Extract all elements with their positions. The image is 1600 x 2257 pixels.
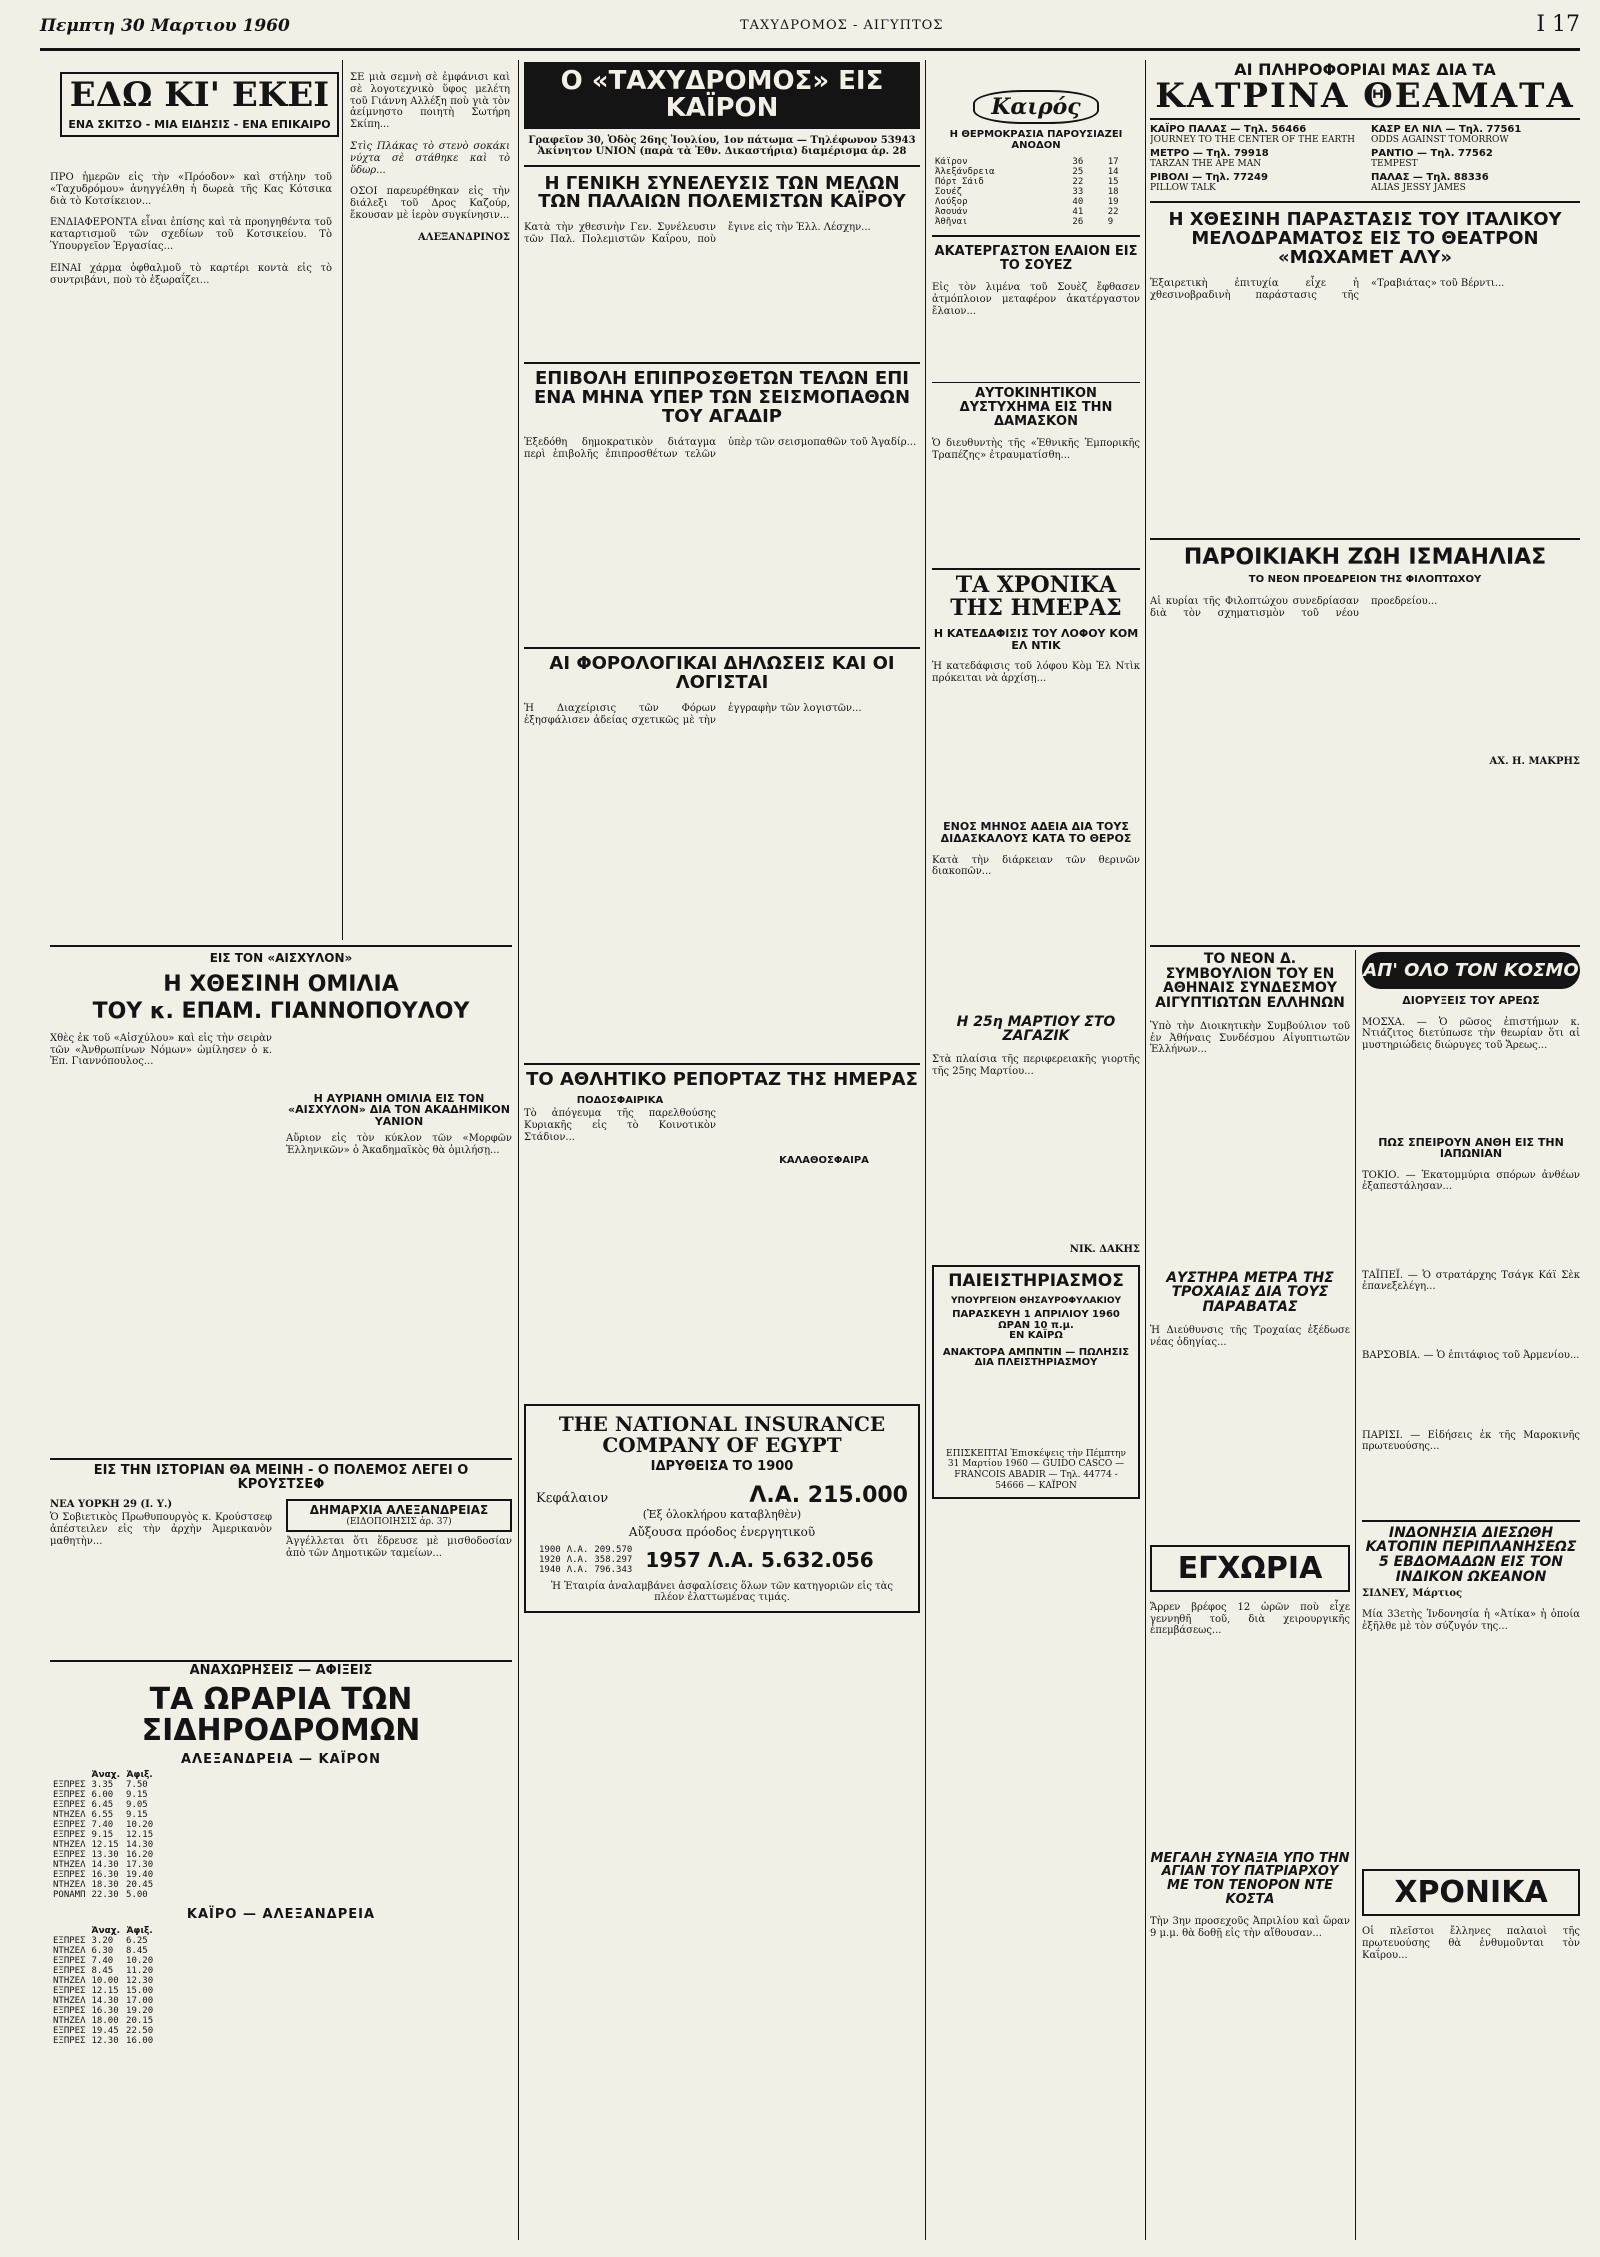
table-cell: 16.30 [91,1870,119,1881]
article-paragraph: Οἱ πλεῖστοι ἔλληνες παλαιοὶ τῆς πρωτευούσης θὰ ἐνθυμοῦνται τὸν Καΐρου... [1362,1926,1580,1961]
weather-table [932,157,1140,227]
weather-row [932,177,1140,187]
article-paragraph: Κατὰ τὴν διάρκειαν τῶν θερινῶν διακοπῶν... [932,854,1140,878]
page-mark: Ι 17 [1536,12,1580,37]
table-cell: 3.35 [91,1780,114,1791]
table-cell: 6.45 [91,1800,114,1811]
article-paragraph: Ἡ Διεύθυνσις τῆς Τροχαίας ἐξέδωσε νέας ὁδηγίας... [1150,1324,1350,1348]
table-cell: 7.40 [91,1955,114,1966]
section-rule [50,1458,512,1460]
film-title: JOURNEY TO THE CENTER OF THE EARTH [1150,135,1355,146]
cinema-item [1150,172,1359,193]
timetable-row [50,1810,156,1820]
table-cell: 19 [1107,197,1119,207]
headline: Η 25η ΜΑΡΤΙΟΥ ΣΤΟ ΖΑΓΑΖΙΚ [956,1013,1116,1045]
table-cell: 16.30 [91,2005,119,2016]
table-cell: 36 [1072,157,1084,167]
table-cell: 20.15 [126,2015,154,2026]
article-paragraph: Ὑπὸ τὴν Διοικητικὴν Συμβούλιον τοῦ ἐν Ἀθήναις Συνδέσμου Αἰγυπτιωτῶν Ἑλλήνων... [1150,1020,1350,1056]
asset-year-row [536,1555,635,1565]
col-header-arrival: Ἀφιξ. [126,1925,153,1936]
table-cell: 22 [1072,177,1084,187]
table-cell: 12.30 [126,1975,154,1986]
timetable-row [50,1946,156,1956]
table-cell: 8.45 [126,1945,148,1956]
subheadline: ΤΟ ΝΕΟΝ ΠΡΟΕΔΡΕΙΟΝ ΤΗΣ ΦΙΛΟΠΤΩΧΟΥ [1248,574,1482,586]
table-cell: ΝΤΗΖΕΛ [53,1945,86,1956]
headline: ΤΟ ΑΘΛΗΤΙΚΟ ΡΕΠΟΡΤΑΖ ΤΗΣ ΗΜΕΡΑΣ [526,1068,918,1090]
headline: ΤΟΥ κ. ΕΠΑΜ. ΓΙΑΝΝΟΠΟΥΛΟΥ [92,998,470,1024]
timetable-row [50,1996,156,2006]
table-cell: ΕΞΠΡΕΣ [53,1935,86,1946]
table-cell: 17.30 [126,1860,154,1871]
timetable-row [50,1870,156,1880]
article-paragraph: Τὸ ἀπόγευμα τῆς παρελθούσης Κυριακῆς εἰς τὸ Κοινοτικὸν Στάδιον... [524,1108,716,1143]
cinema-name: ΚΑΪΡΟ ΠΑΛΑΣ — Τηλ. 56466 [1150,124,1307,136]
timetable-row [50,1880,156,1890]
column-divider [1145,60,1146,2240]
headline: Η ΧΘΕΣΙΝΗ ΠΑΡΑΣΤΑΣΙΣ ΤΟΥ ΙΤΑΛΙΚΟΥ ΜΕΛΟΔΡΑΜΑΤΟΣ ΕΙΣ ΤΟ ΘΕΑΤΡΟΝ «ΜΩΧΑΜΕΤ ΑΛΥ» [1168,209,1562,269]
table-cell: 22.30 [91,1890,119,1901]
timetable-cairo-alex [50,1926,156,2046]
table-cell: 9.15 [126,1810,148,1821]
cinema-name: ΡΙΒΟΛΙ — Τηλ. 77249 [1150,172,1268,184]
timetable-row [50,2036,156,2046]
growth-label: Αὔξουσα πρόοδος ἐνεργητικοῦ [628,1525,816,1540]
article-paragraph: Ὁ διευθυντὴς τῆς «Ἐθνικῆς Ἐμπορικῆς Τραπέζης» ἐτραυματίσθη... [932,438,1140,461]
table-cell: 12.15 [91,1840,119,1851]
ad-date: ΠΑΡΑΣΚΕΥΗ 1 ΑΠΡΙΛΙΟΥ 1960 ΩΡΑΝ 10 π.μ. [952,1309,1120,1331]
column-4-lower [1150,952,1350,2242]
timetable-row [50,1790,156,1800]
ad-title-2: COMPANY OF EGYPT [602,1432,842,1457]
table-cell: ΕΞΠΡΕΣ [53,1790,86,1801]
film-title: PILLOW TALK [1150,183,1216,194]
article-paragraph: Ἐξεδόθη δημοκρατικὸν διάταγμα περὶ ἐπιβολῆς ἐπιπροσθέτων τελῶν ὑπὲρ τῶν σεισμοπαθῶν τοῦ Ἀγαδίρ... [524,437,917,460]
table-cell: 14 [1107,167,1119,177]
timetable-row [50,1850,156,1860]
table-cell: ΝΤΗΖΕΛ [53,2015,86,2026]
section-rule [50,1660,512,1662]
table-cell: Λ.Α. [566,1555,589,1566]
weather-logo: Καιρός [973,90,1098,124]
headline: ΚΑΤΡΙΝΑ ΘΕΑΜΑΤΑ [1155,75,1575,116]
col-header-arrival: Ἀφιξ. [126,1770,153,1781]
col-header-departure: Ἀναχ. [91,1925,121,1936]
table-cell: ΕΞΠΡΕΣ [53,1850,86,1861]
auction-ad [932,1265,1140,1499]
headline: ΙΝΔΟΝΗΣΙΑ ΔΙΕΣΩΘΗ ΚΑΤΟΠΙΝ ΠΕΡΙΠΛΑΝΗΣΕΩΣ 5 ΕΒΔΟΜΑΔΩΝ ΕΙΣ ΤΟΝ ΙΝΔΙΚΟΝ ΩΚΕΑΝΟΝ [1365,1524,1577,1585]
table-cell: 796.343 [594,1565,633,1576]
table-cell: 19.20 [126,2005,154,2016]
weather-row [932,197,1140,207]
table-cell: 3.20 [91,1935,114,1946]
asset-1957: 1957 Λ.Α. 5.632.056 [645,1548,874,1573]
table-cell: 19.45 [91,2025,119,2036]
chronika-logo: ΧΡΟΝΙΚΑ [1362,1869,1580,1916]
cinema-item [1371,124,1580,145]
film-title: ALIAS JESSY JAMES [1371,183,1466,194]
weather-row [932,157,1140,167]
table-cell: 6.00 [91,1790,114,1801]
cinema-item [1150,148,1359,169]
cinema-name: ΚΑΣΡ ΕΛ ΝΙΛ — Τηλ. 77561 [1371,124,1522,136]
ad-title: THE NATIONAL INSURANCE [558,1411,886,1436]
table-cell: Κάϊρον [935,157,968,167]
weather-row [932,217,1140,227]
headline: ΑΚΑΤΕΡΓΑΣΤΟΝ ΕΛΑΙΟΝ ΕΙΣ ΤΟ ΣΟΥΕΖ [934,244,1138,273]
table-cell: 41 [1072,207,1084,217]
ad-place: ΕΝ ΚΑΪΡΩ [1009,1330,1063,1342]
table-cell: 9.15 [126,1790,148,1801]
article-paragraph: Ἡ Διαχείρισις τῶν Φόρων ἐξησφάλισεν ἀδείας σχετικῶς μὲ τὴν ἐγγραφὴν τῶν λογιστῶν... [524,702,862,726]
paper-name: ΤΑΧΥΔΡΟΜΟΣ - ΑΙΓΥΠΤΟΣ [740,18,944,33]
author-signature: ΑΛΕΞΑΝΔΡΙΝΟΣ [418,231,510,243]
ad-footer: ΕΠΙΣΚΕΠΤΑΙ Ἐπισκέψεις τὴν Πέμπτην 31 Μαρτίου 1960 — GUIDO CASCO — FRANCOIS ABADIR — Τηλ. 44774 - 54666 — ΚΑΪΡΟΝ [946,1448,1126,1491]
film-title: ODDS AGAINST TOMORROW [1371,135,1509,146]
table-cell: 10.20 [126,1820,154,1831]
table-cell: 209.570 [594,1545,633,1556]
timetable-row [50,1986,156,1996]
article-paragraph: ΕΙΝΑΙ χάρμα ὀφθαλμοῦ τὸ καρτέρι κοντὰ εἰς τὸ συντριβάνι, ποὺ τὸ ἐξωραΐζει... [50,262,332,286]
article-paragraph: ΒΑΡΣΟΒΙΑ. — Ὁ ἐπιτάφιος τοῦ Ἀρμενίου... [1362,1349,1580,1361]
asset-year-row [536,1565,635,1575]
table-cell: ΕΞΠΡΕΣ [53,1985,86,1996]
table-cell: Ἀθῆναι [935,217,968,227]
table-cell: 17.00 [126,1995,154,2006]
table-cell: 18.30 [91,1880,119,1891]
table-cell: 17 [1107,157,1119,167]
table-cell: 6.25 [126,1935,148,1946]
headline: ΜΕΓΑΛΗ ΣΥΝΑΞΙΑ ΥΠΟ ΤΗΝ ΑΓΙΑΝ ΤΟΥ ΠΑΤΡΙΑΡΧΟΥ ΜΕ ΤΟΝ ΤΕΝΟΡΟΝ ΝΤΕ ΚΟΣΤΑ [1150,1850,1350,1907]
article-paragraph: Κατὰ τὴν χθεσινὴν Γεν. Συνέλευσιν τῶν Παλ. Πολεμιστῶν Καΐρου, ποὺ ἔγινε εἰς τὴν Ἑλλ. Λέσχην... [524,222,871,246]
table-cell: Πόρτ Σάιδ [935,177,984,187]
route-title: ΚΑΪΡΟ — ΑΛΕΞΑΝΔΡΕΙΑ [186,1907,376,1923]
article-paragraph: Ἀγγέλλεται ὅτι ἕδρευσε μὲ μισθοδοσίαν ἀπὸ τῶν Δημοτικῶν ταμείων... [286,1535,512,1559]
table-cell: 20.45 [126,1880,154,1891]
table-cell: 22.50 [126,2025,154,2036]
world-news-logo: ΑΠ' ΟΛΟ ΤΟΝ ΚΟΣΜΟ [1362,952,1580,989]
table-cell: 12.15 [126,1830,154,1841]
author-signature: ΑΧ. Η. ΜΑΚΡΗΣ [1489,755,1580,767]
table-cell: 16.20 [126,1850,154,1861]
headline: ΕΙΣ ΤΗΝ ΙΣΤΟΡΙΑΝ ΘΑ ΜΕΙΝΗ - Ο ΠΟΛΕΜΟΣ ΛΕΓΕΙ Ο ΚΡΟΥΣΤΣΕΦ [93,1464,469,1492]
table-cell: 6.55 [91,1810,114,1821]
timetable-row [50,1780,156,1790]
table-cell: 11.20 [126,1965,154,1976]
table-cell: ΝΤΗΖΕΛ [53,1975,86,1986]
cinema-item [1371,148,1580,169]
table-cell: 1940 [539,1565,561,1576]
film-title: TEMPEST [1371,159,1418,170]
article-paragraph: ΜΟΣΧΑ. — Ὁ ρῶσος ἐπιστήμων κ. Ντιάζιτος διετύπωσε τὴν θεωρίαν ὅτι αἱ μυστηριώδεις διώρυγες τοῦ Ἄρεως... [1362,1016,1580,1052]
article-paragraph: ΤΑΪΠΕΪ. — Ὁ στρατάρχης Τσάγκ Κάϊ Σὲκ ἐπανεξελέγη... [1362,1269,1580,1293]
masthead [40,8,1580,48]
section-subtitle: ΕΝΑ ΣΚΙΤΣΟ - ΜΙΑ ΕΙΔΗΣΙΣ - ΕΝΑ ΕΠΙΚΑΙΡΟ [68,117,331,131]
issue-date: Πεμπτη 30 Μαρτιου 1960 [40,16,290,36]
column-divider [1355,950,1356,2240]
notice-number: (ΕΙΔΟΠΟΙΗΣΙΣ ἀρ. 37) [346,1516,452,1527]
poem-excerpt: Στὶς Πλάκας τὸ στενὸ σοκάκι νύχτα σὲ στάθηκε καὶ τὸ ὕδωρ... [350,140,510,176]
headline: ΠΩΣ ΣΠΕΙΡΟΥΝ ΑΝΘΗ ΕΙΣ ΤΗΝ ΙΑΠΩΝΙΑΝ [1378,1135,1564,1161]
table-cell: 1900 [539,1545,561,1556]
timetable-row [50,1820,156,1830]
table-cell: 18 [1107,187,1119,197]
headline: ΔΙΟΡΥΞΕΙΣ ΤΟΥ ΑΡΕΩΣ [1402,994,1540,1007]
table-cell: 8.45 [91,1965,114,1976]
table-cell: ΕΞΠΡΕΣ [53,2005,86,2016]
weather-headline: Η ΘΕΡΜΟΚΡΑΣΙΑ ΠΑΡΟΥΣΙΑΖΕΙ ΑΝΟΔΟΝ [949,129,1123,151]
section-title-box [60,72,339,137]
insurance-ad [524,1404,920,1614]
cinema-item [1150,124,1359,145]
taxydromos-cairo-section [524,62,920,2242]
table-cell: 10.20 [126,1955,154,1966]
headline: Η ΚΑΤΕΔΑΦΙΣΙΣ ΤΟΥ ΛΟΦΟΥ ΚΟΜ ΕΛ ΝΤΙΚ [933,627,1139,652]
timetable-row [50,1890,156,1900]
table-cell: ΕΞΠΡΕΣ [53,2025,86,2036]
column-divider [518,60,519,2240]
table-cell: 25 [1072,167,1084,177]
section-title: ΕΔΩ ΚΙ' ΕΚΕΙ [69,75,330,115]
aischylon-section [50,952,512,1452]
capital-note: (Ἐξ ὁλοκλήρου καταβληθὲν) [642,1508,802,1522]
table-cell: 15 [1107,177,1119,187]
table-cell: 1920 [539,1555,561,1566]
headline: ΑΙ ΦΟΡΟΛΟΓΙΚΑΙ ΔΗΛΩΣΕΙΣ ΚΑΙ ΟΙ ΛΟΓΙΣΤΑΙ [549,653,895,693]
section-rule [1150,945,1580,947]
ad-title: ΠΑΙΕΙΣΤΗΡΙΑΣΜΟΣ [948,1270,1124,1291]
article-paragraph: Ἐξαιρετικὴ ἐπιτυχία εἶχε ἡ χθεσινοβραδινὴ παράστασις τῆς «Τραβιάτας» τοῦ Βέρντι... [1150,278,1505,301]
table-cell: Ἀλεξάνδρεια [935,167,995,177]
table-cell: 9.15 [91,1830,114,1841]
table-cell: ΕΞΠΡΕΣ [53,1870,86,1881]
table-cell: ΝΤΗΖΕΛ [53,1880,86,1891]
article-paragraph: Αὔριον εἰς τὸν κύκλον τῶν «Μορφῶν Ἑλληνικῶν» ὁ Ἀκαδημαϊκὸς θὰ ὁμιλήσῃ... [286,1133,512,1157]
article-paragraph: Μία 33ετὴς Ἰνδονησία ἡ «Ἀτίκα» ἡ ὁποία ἐξῆλθε μὲ τὸν σύζυγόν της... [1362,1609,1580,1633]
ad-text: ΑΝΑΚΤΟΡΑ ΑΜΠΝΤΙΝ — ΠΩΛΗΣΙΣ ΔΙΑ ΠΛΕΙΣΤΗΡΙΑΣΜΟΥ [942,1346,1130,1369]
cinema-name: ΜΕΤΡΟ — Τηλ. 79918 [1150,148,1269,160]
table-cell: 5.00 [126,1890,148,1901]
article-paragraph: Αἱ κυρίαι τῆς Φιλοπτώχου συνεδρίασαν διὰ τὸν σχηματισμὸν τοῦ νέου προεδρείου... [1150,595,1438,619]
kicker: ΑΝΑΧΩΡΗΣΕΙΣ — ΑΦΙΞΕΙΣ [189,1664,373,1678]
timetable-row [50,1840,156,1850]
weather-row [932,167,1140,177]
table-cell: 33 [1072,187,1084,197]
egchoria-logo: ΕΓΧΩΡΙΑ [1150,1545,1350,1592]
table-cell: ΕΞΠΡΕΣ [53,1820,86,1831]
headline-top: ΑΙ ΠΛΗΡΟΦΟΡΙΑΙ ΜΑΣ ΔΙΑ ΤΑ [1234,62,1496,79]
headline: ΠΑΡΟΙΚΙΑΚΗ ΖΩΗ ΙΣΜΑΗΛΙΑΣ [1183,545,1547,571]
table-cell: ΕΞΠΡΕΣ [53,2035,86,2046]
author-signature: ΝΙΚ. ΔΑΚΗΣ [1069,1243,1140,1255]
edo-ki-ekei-section [50,62,510,942]
col-header-departure: Ἀναχ. [91,1770,121,1781]
table-cell: 14.30 [91,1860,119,1871]
article-paragraph: Στὰ πλαίσια τῆς περιφερειακῆς γιορτῆς τῆς 25ης Μαρτίου... [932,1053,1140,1077]
cinema-listings [1150,124,1580,193]
ad-founded: ΙΔΡΥΘΕΙΣΑ ΤΟ 1900 [650,1458,794,1474]
headline: Η ΧΘΕΣΙΝΗ ΟΜΙΛΙΑ [163,971,399,997]
column-divider [925,60,926,2240]
asset-years-table [536,1545,635,1575]
article-paragraph: Ἡ κατεδάφισις τοῦ λόφου Κὸμ Ἐλ Ντὶκ πρόκειται νὰ ἀρχίσῃ... [932,661,1140,685]
capital-label: Κεφάλαιον [536,1491,609,1507]
table-cell: Λ.Α. [566,1545,589,1556]
table-cell: 14.30 [126,1840,154,1851]
headline: ΕΝΟΣ ΜΗΝΟΣ ΑΔΕΙΑ ΔΙΑ ΤΟΥΣ ΔΙΔΑΣΚΑΛΟΥΣ ΚΑΤΑ ΤΟ ΘΕΡΟΣ [940,820,1132,846]
table-cell: ΝΤΗΖΕΛ [53,1840,86,1851]
cinema-name: ΡΑΝΤΙΟ — Τηλ. 77562 [1371,148,1493,160]
timetable-row [50,1956,156,1966]
article-paragraph: ΣΕ μιὰ σεμνὴ σὲ ἐμφάνισι καὶ σὲ λογοτεχνικὸ ὕφος μελέτη τοῦ Γιάννη Αλλέξη ποὺ γιὰ τὸν ἀείμνηστο ποιητὴ Σωτήρη Σκίπη... [350,72,510,131]
table-cell: 7.50 [126,1780,148,1791]
timetable-row [50,2026,156,2036]
table-cell: 19.40 [126,1870,154,1881]
chronika-column [932,62,1140,2242]
timetable-alex-cairo [50,1770,156,1900]
article-paragraph: ΟΣΟΙ παρευρέθηκαν εἰς τὴν διάλεξι τοῦ Δρος Καζούρ, ἔκουσαν μὲ ἱερὸν συγκίνησιν... [350,186,510,221]
table-cell: 12.30 [91,2035,119,2046]
weather-row [932,187,1140,197]
headline: ΑΥΣΤΗΡΑ ΜΕΤΡΑ ΤΗΣ ΤΡΟΧΑΙΑΣ ΔΙΑ ΤΟΥΣ ΠΑΡΑΒΑΤΑΣ [1166,1269,1334,1316]
train-timetable [50,1664,512,2244]
kicker: ΕΙΣ ΤΟΝ «ΑΙΣΧΥΛΟΝ» [209,952,353,965]
office-address-2: Ἀκίνητον UNION (παρὰ τὰ Ἐθν. Δικαστήρια) διαμέρισμα ἀρ. 28 [537,145,907,157]
timetable-row [50,1830,156,1840]
section-rule [50,945,512,947]
dateline: ΝΕΑ ΥΟΡΚΗ 29 (Ι. Υ.) [50,1499,173,1511]
film-title: TARZAN THE APE MAN [1150,159,1262,170]
timetable-row [50,1800,156,1810]
capital-value: Λ.Α. 215.000 [749,1483,908,1509]
history-section [50,1464,512,1654]
table-cell: Λ.Α. [566,1565,589,1576]
table-cell: 9.05 [126,1800,148,1811]
article-paragraph: Χθὲς ἐκ τοῦ «Αἰσχύλου» καὶ εἰς τὴν σειρὰν τῶν «Ἀνθρωπίνων Νόμων» ὡμίλησεν ὁ κ. Ἐπ. Γιαννόπουλος... [50,1032,272,1068]
headline: ΕΠΙΒΟΛΗ ΕΠΙΠΡΟΣΘΕΤΩΝ ΤΕΛΩΝ ΕΠΙ ΕΝΑ ΜΗΝΑ ΥΠΕΡ ΤΩΝ ΣΕΙΣΜΟΠΑΘΩΝ ΤΟΥ ΑΓΑΔΙΡ [533,368,911,428]
column-5-lower [1362,952,1580,2242]
table-cell: 14.30 [91,1995,119,2006]
sport-heading: ΚΑΛΑΘΟΣΦΑΙΡΑ [779,1154,869,1166]
article-paragraph: Ἄρρεν βρέφος 12 ὡρῶν ποὺ εἶχε γεννηθῆ τοῦ, διὰ χειρουργικῆς ἐπεμβάσεως... [1150,1601,1350,1637]
table-cell: 10.00 [91,1975,119,1986]
article-paragraph: Τὴν 3ην προσεχοῦς Ἀπριλίου καὶ ὥραν 9 μ.μ. θὰ δοθῇ εἰς τὴν αἴθουσαν... [1150,1916,1350,1940]
timetable-row [50,1860,156,1870]
table-cell: Ἀσουάν [935,207,968,217]
section-title: ΤΑ ΧΡΟΝΙΚΑ ΤΗΣ ΗΜΕΡΑΣ [950,572,1122,622]
table-cell: 7.40 [91,1820,114,1831]
table-cell: ΕΞΠΡΕΣ [53,1830,86,1841]
table-cell: ΕΞΠΡΕΣ [53,1800,86,1811]
table-cell: 22 [1107,207,1119,217]
asset-year-row [536,1545,635,1555]
banner-title: Ο «ΤΑΧΥΔΡΟΜΟΣ» ΕΙΣ ΚΑΪΡΟΝ [524,62,920,129]
timetable-row [50,2006,156,2016]
timetable-row [50,1936,156,1946]
top-rule [40,48,1580,51]
table-cell: 12.15 [91,1985,119,1996]
table-cell: ΝΤΗΖΕΛ [53,1995,86,2006]
table-cell: ΝΤΗΖΕΛ [53,1810,86,1821]
table-cell: 15.00 [126,1985,154,1996]
table-cell: Λούξορ [935,197,968,207]
article-paragraph: ΕΝΔΙΑΦΕΡΟΝΤΑ εἶναι ἐπίσης καὶ τὰ προηγηθέντα τοῦ καταρτισμοῦ τῶν σχεδίων τοῦ Κοτσικείου. Τὸ Ὑπουργεῖον Ἐργασίας... [50,217,332,252]
table-cell: ΡΟΝΑΜΠ [53,1890,86,1901]
table-cell: 9 [1107,217,1114,227]
dateline: ΣΙΔΝΕΥ, Μάρτιος [1362,1588,1463,1600]
ad-footer: Ἡ Ἑταιρία ἀναλαμβάνει ἀσφαλίσεις ὅλων τῶν κατηγοριῶν εἰς τὰς πλέον ἐλαττωμένας τιμάς. [550,1581,894,1604]
timetable-row [50,1966,156,1976]
article-paragraph: Εἰς τὸν λιμένα τοῦ Σουὲζ ἔφθασεν ἀτμόπλοιον μεταφέρον ἀκατέργαστον ἔλαιον... [932,282,1140,317]
subheadline: Η ΑΥΡΙΑΝΗ ΟΜΙΛΙΑ ΕΙΣ ΤΟΝ «ΑΙΣΧΥΛΟΝ» ΔΙΑ ΤΟΝ ΑΚΑΔΗΜΙΚΟΝ ΥΑΝΙΟΝ [288,1091,510,1128]
sport-heading: ΠΟΔΟΣΦΑΙΡΙΚΑ [576,1094,664,1106]
office-address: Γραφεῖον 30, Ὁδὸς 26ης Ἰουλίου, 1ον πάτωμα — Τηλέφωνον 53943 [528,134,916,146]
article-paragraph: ΤΟΚΙΟ. — Ἑκατομμύρια σπόρων ἀνθέων ἐξαπεστάλησαν... [1362,1169,1580,1193]
table-cell: Σουέζ [935,187,963,197]
notice-title: ΔΗΜΑΡΧΙΑ ΑΛΕΞΑΝΔΡΕΙΑΣ [309,1503,489,1518]
notice-box [286,1499,512,1532]
timetable-title: ΤΑ ΩΡΑΡΙΑ ΤΩΝ ΣΙΔΗΡΟΔΡΟΜΩΝ [141,1681,421,1749]
timetable-row [50,2016,156,2026]
table-cell: 6.30 [91,1945,114,1956]
cinema-name: ΠΑΛΑΣ — Τηλ. 88336 [1371,172,1489,184]
theatre-section [1150,62,1580,942]
timetable-row [50,1976,156,1986]
headline: Η ΓΕΝΙΚΗ ΣΥΝΕΛΕΥΣΙΣ ΤΩΝ ΜΕΛΩΝ ΤΩΝ ΠΑΛΑΙΩΝ ΠΟΛΕΜΙΣΤΩΝ ΚΑΪΡΟΥ [538,172,906,213]
table-cell: 16.00 [126,2035,154,2046]
table-cell: 13.30 [91,1850,119,1861]
table-cell: ΕΞΠΡΕΣ [53,1955,86,1966]
table-cell: ΝΤΗΖΕΛ [53,1860,86,1871]
table-cell: 18.00 [91,2015,119,2026]
route-title: ΑΛΕΞΑΝΔΡΕΙΑ — ΚΑΪΡΟΝ [180,1751,381,1767]
headline: ΑΥΤΟΚΙΝΗΤΙΚΟΝ ΔΥΣΤΥΧΗΜΑ ΕΙΣ ΤΗΝ ΔΑΜΑΣΚΟΝ [959,386,1113,429]
article-paragraph: Ὁ Σοβιετικὸς Πρωθυπουργὸς κ. Κρούστσεφ ἀπέστειλεν εἰς τὴν ἀρχὴν Ἀμερικανὸν μαθητὴν... [50,1512,272,1547]
article-paragraph: ΠΑΡΙΣΙ. — Εἰδήσεις ἐκ τῆς Μαροκινῆς πρωτευούσης... [1362,1429,1580,1453]
ad-subtitle: ΥΠΟΥΡΓΕΙΟΝ ΘΗΣΑΥΡΟΦΥΛΑΚΙΟΥ [950,1295,1121,1306]
cinema-item [1371,172,1580,193]
table-cell: ΕΞΠΡΕΣ [53,1780,86,1791]
table-cell: ΕΞΠΡΕΣ [53,1965,86,1976]
table-cell: 40 [1072,197,1084,207]
table-cell: 358.297 [594,1555,633,1566]
headline: ΤΟ ΝΕΟΝ Δ. ΣΥΜΒΟΥΛΙΟΝ ΤΟΥ ΕΝ ΑΘΗΝΑΙΣ ΣΥΝΔΕΣΜΟΥ ΑΙΓΥΠΤΙΩΤΩΝ ΕΛΛΗΝΩΝ [1155,952,1345,1012]
table-cell: 26 [1072,217,1084,227]
article-paragraph: ΠΡΟ ἡμερῶν εἰς τὴν «Πρόοδον» καὶ στήλην τοῦ «Ταχυδρόμου» ἀνηγγέλθη ἡ δωρεὰ τῆς Κας Κότσικα διὰ τὸ Κοτσίκειον... [50,172,332,207]
weather-row [932,207,1140,217]
